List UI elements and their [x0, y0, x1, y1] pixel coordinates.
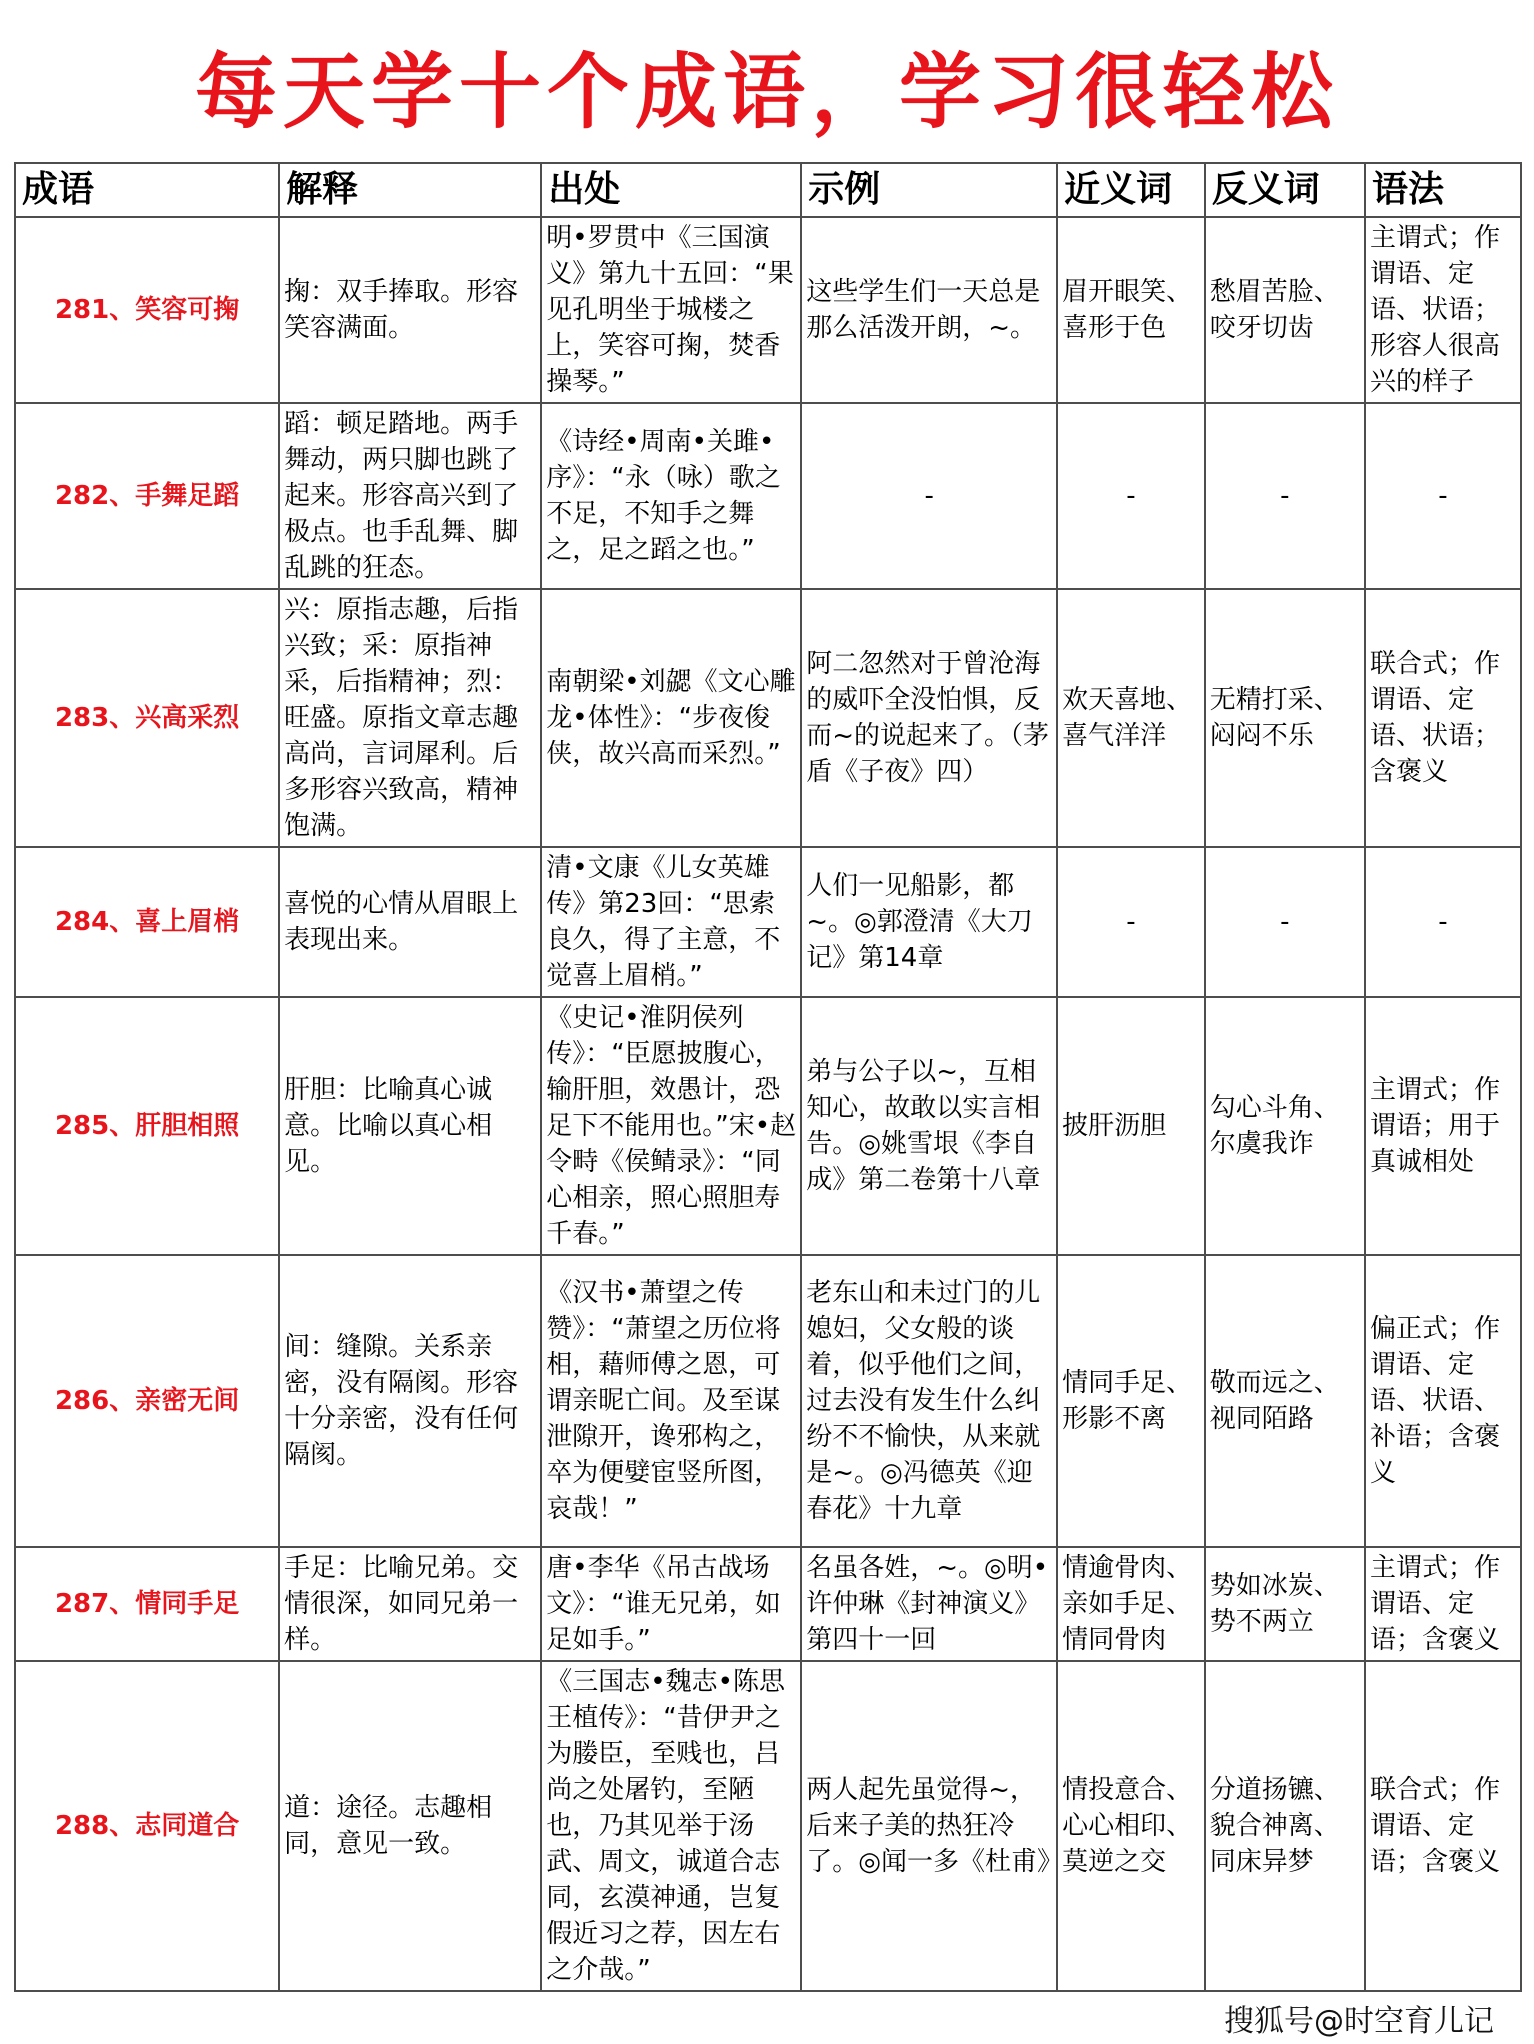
- idiom-synonym: 欢天喜地、喜气洋洋: [1057, 589, 1205, 847]
- header-row: [15, 163, 1521, 217]
- idiom-example: 阿二忽然对于曾沧海的威吓全没怕惧，反而~的说起来了。（茅盾《子夜》四）: [801, 589, 1057, 847]
- header-example: 示例: [801, 163, 1057, 217]
- idiom-synonym: 披肝沥胆: [1057, 997, 1205, 1255]
- idiom-grammar: 主谓式；作谓语；用于真诚相处: [1365, 997, 1521, 1255]
- idiom-explanation: 肝胆：比喻真心诚意。比喻以真心相见。: [279, 997, 541, 1255]
- idiom-synonym: 眉开眼笑、喜形于色: [1057, 217, 1205, 403]
- idiom-grammar: 主谓式；作谓语、定语、状语；形容人很高兴的样子: [1365, 217, 1521, 403]
- idiom-source: 《三国志•魏志•陈思王植传》：“昔伊尹之为媵臣，至贱也，吕尚之处屠钓，至陋也，乃其见举于汤武、周文，诚道合志同，玄漠神通，岂复假近习之荐，因左右之介哉。”: [541, 1661, 801, 1991]
- idiom-grammar: 联合式；作谓语、定语、状语；含褒义: [1365, 589, 1521, 847]
- idiom-antonym: 势如冰炭、势不两立: [1205, 1547, 1365, 1661]
- table-row: [15, 217, 1521, 403]
- idiom-source: 明•罗贯中《三国演义》第九十五回：“果见孔明坐于城楼之上，笑容可掬，焚香操琴。”: [541, 217, 801, 403]
- idiom-explanation: 兴：原指志趣，后指兴致；采：原指神采，后指精神；烈：旺盛。原指文章志趣高尚，言词犀利。后多形容兴致高，精神饱满。: [279, 589, 541, 847]
- table-row: [15, 847, 1521, 997]
- idiom-example: 人们一见船影，都~。◎郭澄清《大刀记》第14章: [801, 847, 1057, 997]
- idiom-explanation: 道：途径。志趣相同，意见一致。: [279, 1661, 541, 1991]
- idiom-source: 《汉书•萧望之传赞》：“萧望之历位将相，藉师傅之恩，可谓亲昵亡间。及至谋泄隙开，谗邪构之，卒为便嬖宦竖所图，哀哉！”: [541, 1255, 801, 1547]
- table-row: [15, 1661, 1521, 1991]
- idiom-name: 284、喜上眉梢: [15, 847, 279, 997]
- header-antonym: 反义词: [1205, 163, 1365, 217]
- idiom-grammar: -: [1365, 847, 1521, 997]
- idiom-name: 281、笑容可掬: [15, 217, 279, 403]
- idiom-name: 288、志同道合: [15, 1661, 279, 1991]
- idiom-table: [14, 162, 1522, 1992]
- idiom-grammar: 主谓式；作谓语、定语；含褒义: [1365, 1547, 1521, 1661]
- idiom-example: 两人起先虽觉得~，后来子美的热狂冷了。◎闻一多《杜甫》: [801, 1661, 1057, 1991]
- header-synonym: 近义词: [1057, 163, 1205, 217]
- idiom-synonym: -: [1057, 847, 1205, 997]
- idiom-source: 唐•李华《吊古战场文》：“谁无兄弟，如足如手。”: [541, 1547, 801, 1661]
- idiom-grammar: 联合式；作谓语、定语；含褒义: [1365, 1661, 1521, 1991]
- idiom-grammar: 偏正式；作谓语、定语、状语、补语；含褒义: [1365, 1255, 1521, 1547]
- idiom-explanation: 蹈：顿足踏地。两手舞动，两只脚也跳了起来。形容高兴到了极点。也手乱舞、脚乱跳的狂态。: [279, 403, 541, 589]
- idiom-name: 287、情同手足: [15, 1547, 279, 1661]
- header-idiom: 成语: [15, 163, 279, 217]
- idiom-antonym: 敬而远之、视同陌路: [1205, 1255, 1365, 1547]
- idiom-source: 《诗经•周南•关雎•序》：“永（咏）歌之不足，不知手之舞之，足之蹈之也。”: [541, 403, 801, 589]
- idiom-explanation: 间：缝隙。关系亲密，没有隔阂。形容十分亲密，没有任何隔阂。: [279, 1255, 541, 1547]
- idiom-name: 286、亲密无间: [15, 1255, 279, 1547]
- idiom-synonym: -: [1057, 403, 1205, 589]
- header-explanation: 解释: [279, 163, 541, 217]
- idiom-explanation: 手足：比喻兄弟。交情很深，如同兄弟一样。: [279, 1547, 541, 1661]
- header-source: 出处: [541, 163, 801, 217]
- idiom-example: 这些学生们一天总是那么活泼开朗，~。: [801, 217, 1057, 403]
- idiom-antonym: -: [1205, 847, 1365, 997]
- table-row: [15, 1547, 1521, 1661]
- table-row: [15, 997, 1521, 1255]
- idiom-name: 283、兴高采烈: [15, 589, 279, 847]
- idiom-example: 名虽各姓，~。◎明•许仲琳《封神演义》第四十一回: [801, 1547, 1057, 1661]
- idiom-source: 南朝梁•刘勰《文心雕龙•体性》：“步夜俊侠，故兴高而采烈。”: [541, 589, 801, 847]
- idiom-name: 282、手舞足蹈: [15, 403, 279, 589]
- idiom-synonym: 情逾骨肉、亲如手足、情同骨肉: [1057, 1547, 1205, 1661]
- idiom-example: -: [801, 403, 1057, 589]
- idiom-antonym: 无精打采、闷闷不乐: [1205, 589, 1365, 847]
- idiom-antonym: 勾心斗角、尔虞我诈: [1205, 997, 1365, 1255]
- idiom-source: 《史记•淮阴侯列传》：“臣愿披腹心，输肝胆，效愚计，恐足下不能用也。”宋•赵令畤《侯鲭录》：“同心相亲，照心照胆寿千春。”: [541, 997, 801, 1255]
- idiom-antonym: -: [1205, 403, 1365, 589]
- page-title: 每天学十个成语，学习很轻松: [194, 45, 1339, 140]
- table-row: [15, 1255, 1521, 1547]
- idiom-example: 弟与公子以~，互相知心，故敢以实言相告。◎姚雪垠《李自成》第二卷第十八章: [801, 997, 1057, 1255]
- idiom-synonym: 情投意合、心心相印、莫逆之交: [1057, 1661, 1205, 1991]
- table-row: [15, 589, 1521, 847]
- idiom-synonym: 情同手足、形影不离: [1057, 1255, 1205, 1547]
- table-row: [15, 403, 1521, 589]
- idiom-name: 285、肝胆相照: [15, 997, 279, 1255]
- idiom-explanation: 掬：双手捧取。形容笑容满面。: [279, 217, 541, 403]
- idiom-source: 清•文康《儿女英雄传》第23回：“思索良久，得了主意，不觉喜上眉梢。”: [541, 847, 801, 997]
- header-grammar: 语法: [1365, 163, 1521, 217]
- idiom-grammar: -: [1365, 403, 1521, 589]
- idiom-antonym: 分道扬镳、貌合神离、同床异梦: [1205, 1661, 1365, 1991]
- idiom-example: 老东山和未过门的儿媳妇，父女般的谈着，似乎他们之间，过去没有发生什么纠纷不不愉快，从来就是~。◎冯德英《迎春花》十九章: [801, 1255, 1057, 1547]
- idiom-antonym: 愁眉苦脸、咬牙切齿: [1205, 217, 1365, 403]
- watermark: 搜狐号@时空育儿记: [1224, 2004, 1494, 2039]
- idiom-explanation: 喜悦的心情从眉眼上表现出来。: [279, 847, 541, 997]
